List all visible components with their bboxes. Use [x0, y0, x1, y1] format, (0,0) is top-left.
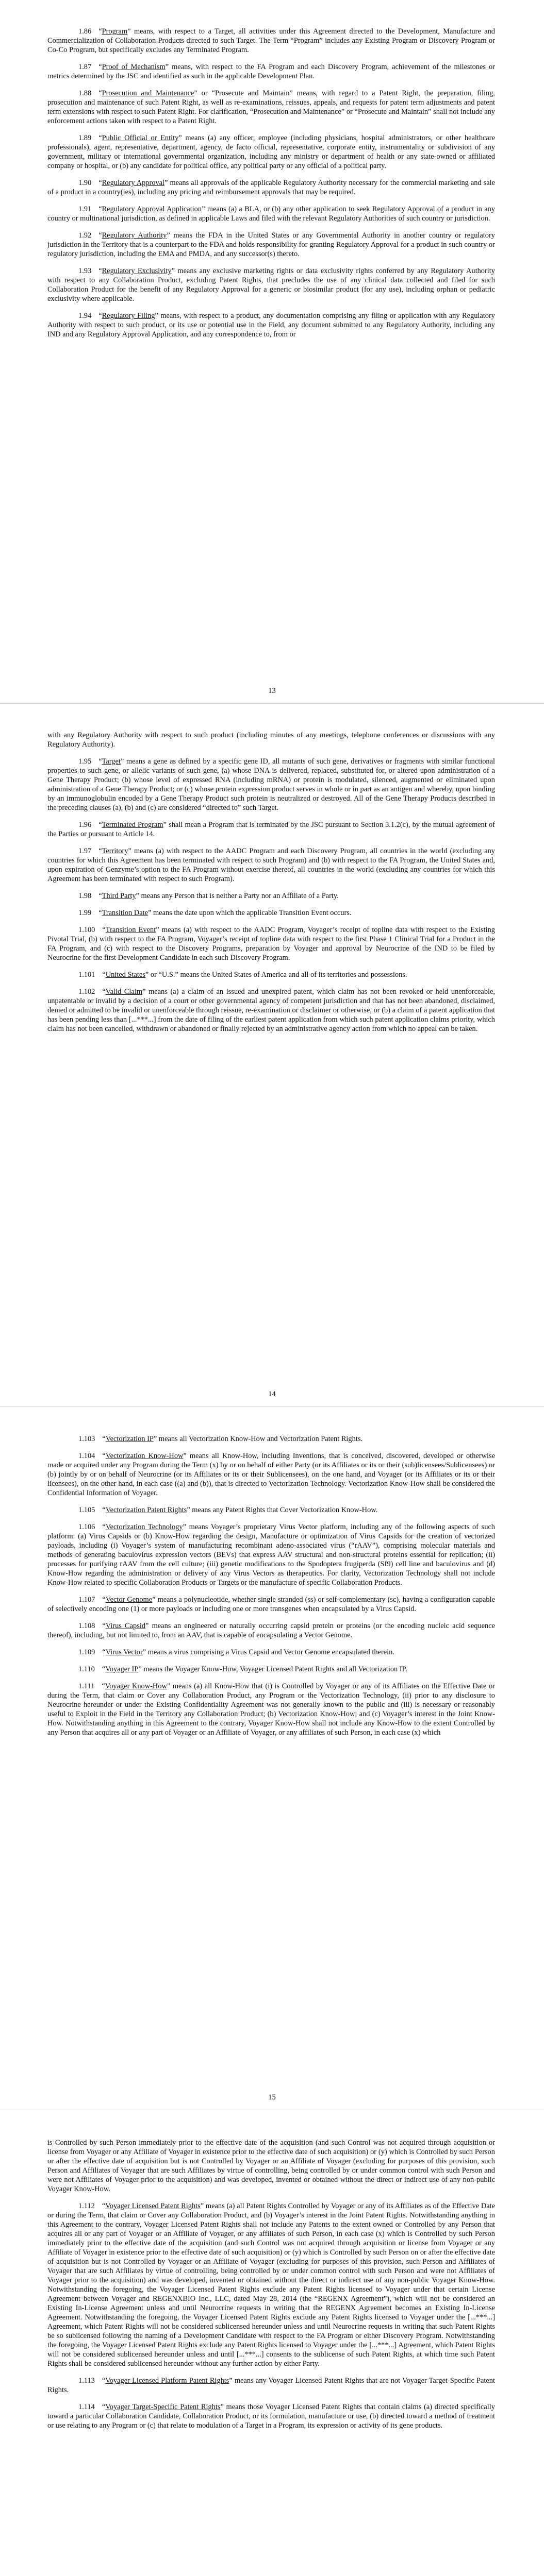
section-number: 1.95: [78, 757, 92, 766]
page-divider: [0, 703, 544, 704]
defined-term: Virus Vector: [105, 1648, 143, 1656]
definition-paragraph: [47, 1595, 495, 1614]
section-number: 1.94: [78, 312, 92, 320]
definition-text: ” means any Patent Rights that Cover Vectorization Know-How.: [187, 1506, 378, 1514]
definition-text: ” means the FDA in the United States or any Governmental Authority in another country or regulatory jurisdiction in the Territory that is a counterpart to the FDA and holds responsibility for granting Regulatory Approval for a product in such country or regulatory jurisdiction, including the EMA and PMDA, and any successor(s) thereto.: [47, 231, 495, 258]
open-quote: “: [98, 892, 102, 900]
definition-text: ” shall mean a Program that is terminated by the JSC pursuant to Section 3.1.2(c), by the mutual agreement of the Parties or pursuant to Article 14.: [47, 821, 495, 838]
section-number: 1.87: [78, 63, 92, 71]
defined-term: Prosecution and Maintenance: [102, 89, 194, 97]
definition-text: ” means all Know-How, including Inventions, that is conceived, discovered, developed or otherwise made or acquired under any Program during the Term (x) by or on behalf of either Party (or its Affiliates or its or their (sub)licensees/Sublicensees) or (b) jointly by or on behalf of Neurocrine (or its Affiliates or its or their Sublicensees), on the one hand, and Voyager (or its Affiliates or its or their licensees), on the other hand, in each case ((a) and (b)), that is directed to Vectorization Technology. Vectorization Know-How shall be considered the Confidential Information of Voyager.: [47, 1452, 495, 1497]
page-body-14: [47, 731, 495, 1041]
defined-term: Regulatory Approval Application: [102, 205, 202, 213]
definition-text: with any Regulatory Authority with respect to such product (including minutes of any meetings, telephone conferences or discussions with any Regulatory Authority).: [47, 731, 495, 749]
defined-term: Voyager IP: [105, 1665, 139, 1673]
definition-paragraph: [47, 1665, 495, 1674]
definition-paragraph: [47, 925, 495, 962]
defined-term: Vectorization IP: [105, 1435, 154, 1443]
defined-term: Vectorization Technology: [105, 1523, 183, 1531]
definition-paragraph: [47, 205, 495, 223]
definition-paragraph: [47, 731, 495, 749]
open-quote: “: [102, 1452, 106, 1460]
section-number: 1.111: [78, 1682, 95, 1690]
defined-term: Virus Capsid: [105, 1622, 146, 1630]
open-quote: “: [98, 179, 102, 187]
open-quote: “: [98, 27, 102, 36]
definition-text: ” means all Vectorization Know-How and Vectorization Patent Rights.: [153, 1435, 363, 1443]
definition-paragraph: [47, 1522, 495, 1587]
defined-term: Territory: [102, 847, 128, 855]
open-quote: “: [98, 312, 102, 320]
open-quote: “: [102, 1622, 106, 1630]
definition-text: ” means, with respect to the FA Program and each Discovery Program, achievement of the milestones or metrics determined by the JSC and identified as such in the applicable Development Plan.: [47, 63, 495, 80]
open-quote: “: [98, 847, 102, 855]
open-quote: “: [102, 971, 106, 979]
definition-text: ” means a virus comprising a Virus Capsid and Vector Genome encapsulated therein.: [142, 1648, 394, 1656]
definition-text: ” means a gene as defined by a specific gene ID, all mutants of such gene, derivatives or fragments with similar functional properties to such gene, or allelic variants of such gene, (a) whose DNA is delivered, replaced, substituted for, or altered upon administration of a Gene Therapy Product; (b) whose level of expressed RNA (including mRNA) or protein is modulated, silenced, augmented or eliminated upon administration of a Gene Therapy Product; or (c) whose protein expression product serves in whole or in part as an antigen and whereby, upon binding by an immunoglobulin encoded by a Gene Therapy Product such protein is neutralized or destroyed. All of the Gene Therapy Products described in the preceding clauses (a), (b) and (c) are considered “directed to” such Target.: [47, 757, 495, 812]
open-quote: “: [102, 2377, 106, 2385]
open-quote: “: [102, 1682, 105, 1690]
defined-term: Vectorization Patent Rights: [105, 1506, 187, 1514]
section-number: 1.108: [78, 1622, 95, 1630]
definition-text: ” means a polynucleotide, whether single stranded (ss) or self-complementary (sc), having a configuration capable of selectively encoding one (1) or more payloads or including one or more transgenes when encapsulated by a Virus Capsid.: [47, 1596, 495, 1613]
section-number: 1.112: [78, 2202, 95, 2210]
open-quote: “: [98, 205, 102, 213]
defined-term: Third Party: [102, 892, 136, 900]
section-number: 1.86: [78, 27, 92, 36]
open-quote: “: [102, 1665, 106, 1673]
section-number: 1.110: [78, 1665, 95, 1673]
defined-term: Proof of Mechanism: [102, 63, 166, 71]
definition-paragraph: [47, 1434, 495, 1444]
definition-text: ” means those Voyager Licensed Patent Rights that contain claims (a) directed specifically toward a particular Collaboration Candidate, Collaboration Product, or its formulation, manufacture or use, (b) directed toward a method of treatment or use relating to any Program or (c) that relate to modulation of a Target in a Program, its expression or activity of its gene products.: [47, 2403, 495, 2430]
definition-paragraph: [47, 2376, 495, 2395]
section-number: 1.106: [78, 1523, 95, 1531]
section-number: 1.97: [78, 847, 92, 855]
defined-term: Transition Date: [102, 909, 148, 917]
definition-paragraph: [47, 2402, 495, 2430]
section-number: 1.101: [78, 971, 95, 979]
defined-term: Public Official or Entity: [102, 134, 179, 142]
definition-paragraph: [47, 2138, 495, 2194]
definition-paragraph: [47, 970, 495, 979]
definition-paragraph: [47, 908, 495, 918]
section-number: 1.92: [78, 231, 92, 240]
definition-paragraph: [47, 757, 495, 812]
definition-text: ” means, with respect to a Target, all activities under this Agreement directed to the Development, Manufacture and Commercialization of Collaboration Products directed to such Target. The Term “Program” includes any Existing Program or Discovery Program or Co-Co Program, but specifically excludes any Terminated Program.: [47, 27, 495, 54]
definition-text: ” means (a) with respect to the AADC Program, Voyager’s receipt of topline data with respect to the Existing Pivotal Trial, (b) with respect to the FA Program, Voyager’s receipt of topline data with respect to the first Phase 1 Clinical Trial for a Product in the FA Program, and (c) with respect to the Discovery Programs, preparation by Voyager and approval by Neurocrine of the IND to be filed by Neurocrine for the first Development Candidate in each such Discovery Program.: [47, 926, 495, 962]
section-number: 1.104: [78, 1452, 95, 1460]
defined-term: Regulatory Exclusivity: [102, 267, 172, 275]
definition-paragraph: [47, 266, 495, 303]
open-quote: “: [102, 2403, 106, 2411]
defined-term: Vectorization Know-How: [105, 1452, 184, 1460]
definition-paragraph: [47, 62, 495, 81]
section-number: 1.100: [78, 926, 95, 934]
definition-text: ” means, with respect to a product, any documentation comprising any filing or application with any Regulatory Authority with respect to such product, or its use or potential use in the Field, any document submitted to any Regulatory Authority, including any IND and any Regulatory Approval Application, and any correspondence to, from or: [47, 312, 495, 338]
defined-term: Voyager Licensed Patent Rights: [105, 2202, 201, 2210]
definition-paragraph: [47, 1451, 495, 1498]
definition-paragraph: [47, 1648, 495, 1657]
open-quote: “: [98, 267, 102, 275]
open-quote: “: [98, 757, 102, 766]
page-number: 13: [268, 687, 276, 695]
open-quote: “: [102, 1435, 106, 1443]
page-body-13: [47, 27, 495, 347]
defined-term: Voyager Target-Specific Patent Rights: [105, 2403, 221, 2411]
section-number: 1.105: [78, 1506, 95, 1514]
definition-paragraph: [47, 891, 495, 901]
open-quote: “: [98, 134, 102, 142]
open-quote: “: [102, 1596, 106, 1604]
page-divider: [0, 1406, 544, 1407]
open-quote: “: [102, 1648, 106, 1656]
defined-term: Regulatory Filing: [102, 312, 155, 320]
definition-paragraph: [47, 178, 495, 197]
open-quote: “: [98, 231, 102, 240]
section-number: 1.114: [78, 2403, 95, 2411]
definition-paragraph: [47, 1621, 495, 1640]
definition-text: ” means any exclusive marketing rights or data exclusivity rights conferred by any Regulatory Authority with respect to any Collaboration Product, excluding Patent Rights, that precludes the use of any clinical data collected and filed for such Collaboration Product for the benefit of any Regulatory Approval for a generic or biosimilar product (for any use), including orphan or pediatric exclusivity where applicable.: [47, 267, 495, 303]
page-body-15: [47, 1434, 495, 1745]
page-number: 14: [268, 1390, 276, 1398]
definition-text: ” means any Person that is neither a Party nor an Affiliate of a Party.: [136, 892, 339, 900]
open-quote: “: [102, 2202, 106, 2210]
defined-term: Voyager Know-How: [105, 1682, 167, 1690]
section-number: 1.89: [78, 134, 92, 142]
defined-term: Regulatory Authority: [102, 231, 167, 240]
definition-text: is Controlled by such Person immediately prior to the effective date of the acquisition (and such Control was not acquired through acquisition or license from Voyager or any Affiliate of Voyager in existence prior to the effective date of such acquisition) or (y) which is Controlled by such Person or after the effective date of acquisition but is not Controlled by Voyager or an Affiliate of Voyager (excluding for purposes of this provision, such Person and Affiliates of Voyager that are such Affiliates by virtue of controlling, being controlled by or under common control with such Person and were not Affiliates of Voyager prior to the acquisition) and was developed, invented or obtained without the direct or indirect use of any non-public Voyager Know-How.: [47, 2139, 495, 2193]
section-number: 1.88: [78, 89, 92, 97]
section-number: 1.107: [78, 1596, 95, 1604]
definition-text: ” means all approvals of the applicable Regulatory Authority necessary for the commercial marketing and sale of a product in a country(ies), including any pricing and reimbursement approvals that may be required.: [47, 179, 495, 196]
definition-paragraph: [47, 1505, 495, 1515]
open-quote: “: [102, 1523, 106, 1531]
section-number: 1.102: [78, 988, 95, 996]
definition-text: ” means the Voyager Know-How, Voyager Licensed Patent Rights and all Vectorization IP.: [138, 1665, 407, 1673]
definition-text: ” means (a) all Patent Rights Controlled by Voyager or any of its Affiliates as of the Effective Date or during the Term, that claim or Cover any Collaboration Product, and (b) Voyager’s interest in the Joint Patent Rights. Notwithstanding anything in this Agreement to the contrary, Voyager Licensed Patent Rights shall not include any Patents to the extent owned or Controlled by any Person that acquires all or any part of Voyager or an Affiliate of Voyager, or any affiliates of such Person, in each case (x) which is Controlled by such Person immediately prior to the effective date of the acquisition (and such Control was not acquired through acquisition or license from Voyager or any Affiliate of Voyager in existence prior to the effective date of such acquisition) or (y) which is Controlled by such Person on or after the effective date of acquisition but is not Controlled by Voyager or an Affiliate of Voyager (excluding for purposes of this provision, such Person and Affiliates of Voyager that are such Affiliates by virtue of controlling, being controlled by or under common control with such Person and were not Affiliates of Voyager prior to the acquisition) and was developed, invented or obtained without the direct or indirect use of any non-public Voyager Know-How. Notwithstanding the foregoing, the Voyager Licensed Patent Rights exclude any Patent Rights licensed to Voyager under that certain License Agreement between Voyager and REGENXBIO Inc., LLC, dated May 28, 2014 (the “REGENX Agreement”), which will not be considered an Existing In-License Agreement unless and until Neurocrine requests in writing that the REGENX Agreement becomes an Existing In-License Agreement. Notwithstanding the foregoing, the Voyager Licensed Patent Rights exclude any Patent Rights licensed to Voyager under the [...***...] Agreement, which Patent Rights will not be considered sublicensed hereunder unless and until Neurocrine requests in writing that such Patent Rights be so sublicensed following the naming of a Development Candidate with respect to the FA Program or either Discovery Program. Notwithstanding the foregoing, the Voyager Licensed Patent Rights exclude any Patent Rights licensed to Voyager under the [...***...] Agreement, which Patent Rights will not be considered sublicensed hereunder unless and until [...***...] consents to the sublicense of such Patent Rights, at which time such Patent Rights shall be considered sublicensed hereunder without any further action by either Party.: [47, 2202, 495, 2368]
definition-paragraph: [47, 27, 495, 55]
definition-paragraph: [47, 2201, 495, 2368]
definition-paragraph: [47, 846, 495, 884]
section-number: 1.91: [78, 205, 92, 213]
definition-text: ” or “Prosecute and Maintain” means, with regard to a Patent Right, the preparation, filing, prosecution and maintenance of such Patent Right, as well as re-examinations, reissues, appeals, and requests for patent term adjustments and patent term extensions with respect to such Patent Right. For clarification, “Prosecution and Maintenance” or “Prosecute and Maintain” shall not include any enforcement actions taken with respect to a Patent Right.: [47, 89, 495, 125]
open-quote: “: [98, 89, 102, 97]
open-quote: “: [102, 988, 106, 996]
defined-term: Voyager Licensed Platform Patent Rights: [105, 2377, 229, 2385]
definition-text: ” means (a) any officer, employee (including physicians, hospital administrators, or other healthcare professionals), agent, representative, department, agency, de facto official, representative, corporate entity, instrumentality or subdivision of any government, military or international governmental organization, including any ministry or department of health or any state-owned or affiliated company or hospital, or (b) any candidate for political office, any political party or any official of a political party.: [47, 134, 495, 170]
definition-text: ” means Voyager’s proprietary Virus Vector platform, including any of the following aspects of such platform: (a) Virus Capsids or (b) Know-How regarding the design, Manufacture or optimization of Virus Capsids for the creation of vectorized payloads, including (i) Voyager’s system of manufacturing recombinant adeno-associated virus (“rAAV”), comprising molecular materials and methods of generating baculovirus expression vectors (BEVs) that express AAV structural and non-structural proteins essential for replication; (ii) processes for purifying rAAV from the cell culture; (iii) genetic modifications to the Spodoptera frugiperda (Sf9) cell line and baculovirus and (d) Know-How regarding the administration or delivery of any Virus Vectors as therapeutics. For clarity, Vectorization Technology shall not include Know-How related to specific Collaboration Products or Targets or the manufacture of specific Collaboration Products.: [47, 1523, 495, 1587]
open-quote: “: [102, 926, 106, 934]
definition-text: ” means (a) a BLA, or (b) any other application to seek Regulatory Approval of a product in any country or multinational jurisdiction, as defined in applicable Laws and filed with the relevant Regulatory Authorities of such country or jurisdiction.: [47, 205, 496, 223]
defined-term: Transition Event: [105, 926, 156, 934]
definition-text: ” means any Voyager Licensed Patent Rights that are not Voyager Target-Specific Patent Rights.: [47, 2377, 495, 2394]
definition-text: ” means an engineered or naturally occurring capsid protein or proteins (or the encoding nucleic acid sequence thereof), including, but not limited to, from an AAV, that is capable of encapsulating a Vector Genome.: [47, 1622, 496, 1639]
definition-paragraph: [47, 1682, 495, 1737]
definition-text: ” means (a) all Know-How that (i) is Controlled by Voyager or any of its Affiliates on the Effective Date or during the Term, that claim or Cover any Collaboration Product, any Program or the Vectorization Technology, (ii) prior to any disclosure to Neurocrine hereunder or under the Existing Confidentiality Agreement was not generally known to the public and (iii) is necessary or reasonably useful to Exploit in the Field in the Territory any Collaboration Product; (b) Vectorization Know-How; and (c) Voyager’s interest in the Joint Know-How. Notwithstanding anything in this Agreement to the contrary, Voyager Know-How shall not include any Know-How to the extent Controlled by any Person that acquires all or any part of Voyager or an Affiliate of Voyager, or any affiliates of such Person, in each case (x) which: [47, 1682, 495, 1737]
defined-term: Valid Claim: [105, 988, 143, 996]
open-quote: “: [98, 63, 102, 71]
definition-paragraph: [47, 820, 495, 839]
defined-term: Terminated Program: [102, 821, 163, 829]
definition-text: ” means (a) with respect to the AADC Program and each Discovery Program, all countries in the world (excluding any countries for which this Agreement has been terminated with respect to such Program) and (b) with respect to the FA Program, the United States and, upon expiration of Genzyme’s option to the FA Program without exercise thereof, all countries in the world (excluding any countries for which this Agreement has been terminated with respect to such Program).: [47, 847, 495, 883]
defined-term: United States: [105, 971, 145, 979]
defined-term: Regulatory Approval: [102, 179, 165, 187]
defined-term: Vector Genome: [105, 1596, 153, 1604]
section-number: 1.103: [78, 1435, 95, 1443]
section-number: 1.99: [78, 909, 92, 917]
open-quote: “: [98, 821, 102, 829]
page-body-16: [47, 2138, 495, 2438]
open-quote: “: [102, 1506, 106, 1514]
definition-text: ” means the date upon which the applicable Transition Event occurs.: [148, 909, 352, 917]
section-number: 1.113: [78, 2377, 95, 2385]
definition-paragraph: [47, 133, 495, 171]
section-number: 1.96: [78, 821, 92, 829]
section-number: 1.98: [78, 892, 92, 900]
defined-term: Target: [102, 757, 121, 766]
definition-paragraph: [47, 231, 495, 259]
section-number: 1.109: [78, 1648, 95, 1656]
definition-text: ” or “U.S.” means the United States of America and all of its territories and possessions.: [145, 971, 407, 979]
definition-paragraph: [47, 89, 495, 126]
page-number: 15: [268, 2093, 276, 2102]
section-number: 1.93: [78, 267, 92, 275]
section-number: 1.90: [78, 179, 92, 187]
open-quote: “: [98, 909, 102, 917]
definition-text: ” means (a) a claim of an issued and unexpired patent, which claim has not been revoked or held unenforceable, unpatentable or invalid by a decision of a court or other governmental agency of competent jurisdiction and that has not been abandoned, disclaimed, denied or admitted to be invalid or unenforceable through reissue, re-examination or disclaimer or otherwise, or (b) a claim of a patent application that has been pending less than [...***...] from the date of filing of the earliest patent application from which such patent application claims priority, which claim has not been cancelled, withdrawn or abandoned or finally rejected by an administrative agency action from which no appeal can be taken.: [47, 988, 495, 1033]
defined-term: Program: [102, 27, 128, 36]
definition-paragraph: [47, 987, 495, 1033]
definition-paragraph: [47, 311, 495, 339]
